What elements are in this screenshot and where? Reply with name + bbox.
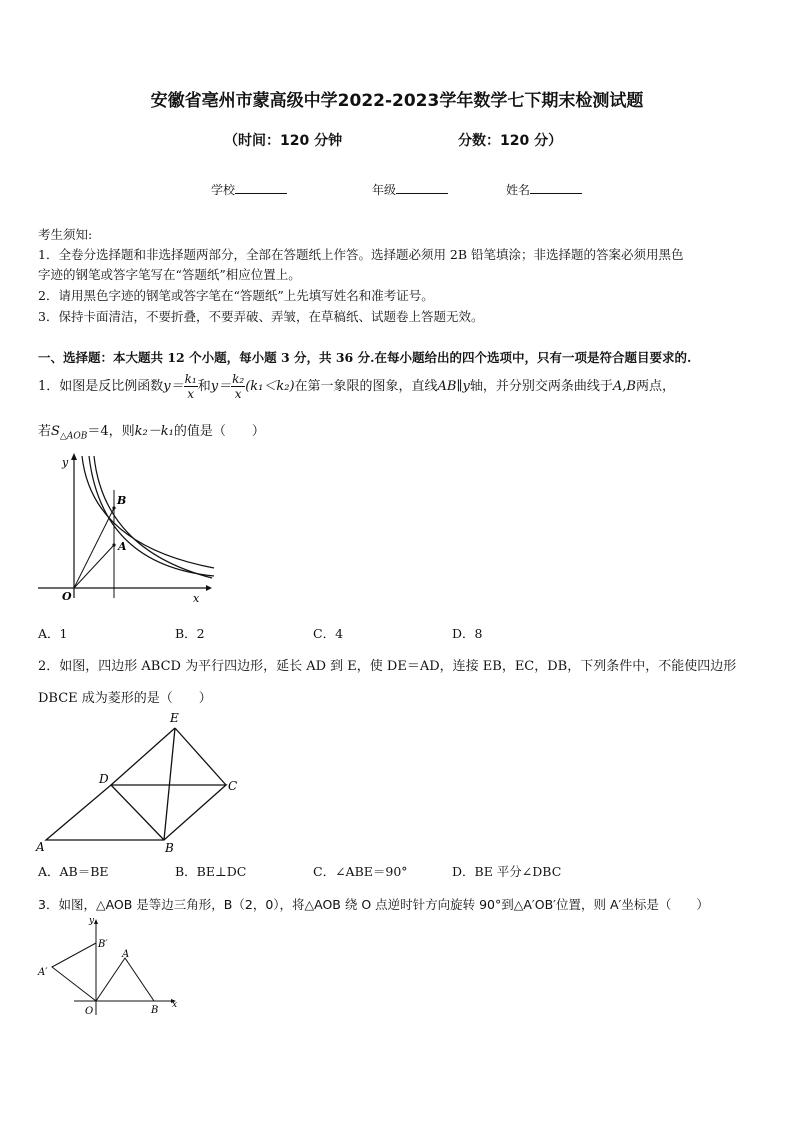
q1-text-a: 1．如图是反比例函数 bbox=[38, 379, 164, 394]
name-label: 姓名 bbox=[506, 183, 531, 197]
grade-blank[interactable] bbox=[396, 181, 448, 194]
q1-ab-points: A,B bbox=[612, 379, 636, 394]
name-field[interactable] bbox=[506, 181, 582, 198]
section-heading: 一、选择题：本大题共 12 个小题，每小题 3 分，共 36 分.在每小题给出的四个选项中，只有一项是符合题目要求的. bbox=[38, 350, 692, 365]
q1-frac-1-num: k₁ bbox=[184, 372, 197, 386]
q3-triangle-rotated bbox=[52, 943, 96, 1001]
q2-segment-de bbox=[111, 728, 175, 785]
notice-item-3: 3．保持卡面清洁，不要折叠，不要弄破、弄皱，在草稿纸、试题卷上答题无效。 bbox=[38, 309, 484, 324]
q1-text-e: 若 bbox=[38, 424, 52, 439]
q1-label-o: O bbox=[62, 590, 72, 603]
notice-item-1-cont: 字迹的钢笔或答字笔写在“答题纸”相应位置上。 bbox=[38, 267, 301, 282]
q1-y-eq-1: y＝ bbox=[163, 379, 184, 394]
q3-label-y: y bbox=[89, 916, 95, 926]
q3-label-x: x bbox=[172, 1000, 178, 1010]
q1-option-a[interactable]: A．1 bbox=[38, 626, 68, 641]
q1-figure bbox=[34, 450, 224, 610]
q1-option-d[interactable]: D．8 bbox=[452, 626, 483, 641]
q1-text-and: 和 bbox=[197, 379, 211, 394]
q2-segment-db bbox=[111, 785, 164, 840]
notice-heading: 考生须知: bbox=[38, 227, 93, 242]
q1-frac-1-den: x bbox=[187, 387, 195, 401]
grade-field[interactable] bbox=[372, 181, 448, 198]
q3-line1: 3．如图，△AOB 是等边三角形，B（2，0），将△AOB 绕 O 点逆时针方向旋转 90°到△A′OB′位置，则 A′坐标是（ ） bbox=[38, 897, 709, 912]
exam-score: 分数：120 分） bbox=[458, 133, 563, 149]
q2-label-d: D bbox=[99, 772, 109, 786]
q1-segment-oa bbox=[74, 545, 114, 588]
q1-k-diff: k₂－k₁ bbox=[134, 424, 174, 439]
q2-label-e: E bbox=[170, 711, 179, 725]
q3-triangle-aob bbox=[96, 958, 154, 1001]
q3-label-b: B bbox=[151, 1005, 159, 1016]
q1-y-eq-2: y＝ bbox=[210, 379, 232, 394]
q2-option-d[interactable]: D．BE 平分∠DBC bbox=[452, 864, 562, 879]
q1-frac-1 bbox=[184, 373, 198, 400]
q1-frac-2 bbox=[231, 373, 245, 400]
q1-label-a: A bbox=[118, 540, 127, 553]
q2-label-b: B bbox=[165, 841, 174, 855]
q1-curve-k2 bbox=[89, 456, 214, 576]
q3-label-b-prime: B′ bbox=[98, 939, 108, 950]
q1-text-c: 轴，并分别交两条曲线于 bbox=[469, 379, 613, 394]
exam-title: 安徽省亳州市蒙高级中学2022-2023学年数学七下期末检测试题 bbox=[150, 91, 644, 111]
notice-item-1: 1．全卷分选择题和非选择题两部分，全部在答题纸上作答。选择题必须用 2B 铅笔填涂；非选择题的答案必须用黑色 bbox=[38, 247, 684, 262]
q3-label-o: O bbox=[85, 1006, 94, 1017]
q1-text-d: 两点， bbox=[635, 379, 675, 394]
q1-line1 bbox=[38, 372, 675, 402]
q1-segment-ob bbox=[74, 508, 114, 588]
q3-label-a-prime: A′ bbox=[38, 967, 48, 978]
q1-label-b: B bbox=[117, 494, 127, 507]
notice-item-2: 2．请用黑色字迹的钢笔或答字笔在“答题纸”上先填写姓名和准考证号。 bbox=[38, 288, 434, 303]
q2-option-c[interactable]: C．∠ABE＝90° bbox=[313, 864, 408, 879]
q2-option-b[interactable]: B．BE⊥DC bbox=[175, 864, 247, 879]
school-label: 学校 bbox=[211, 183, 236, 197]
q1-text-g: 的值是（ ） bbox=[173, 424, 265, 439]
q2-line1: 2．如图，四边形 ABCD 为平行四边形，延长 AD 到 E，使 DE＝AD，连接 EB，EC，DB，下列条件中，不能使四边形 bbox=[38, 659, 737, 674]
name-blank[interactable] bbox=[530, 181, 582, 194]
q3-y-arrow bbox=[94, 919, 98, 924]
q1-area-sub: △AOB bbox=[59, 431, 88, 442]
q2-parallelogram bbox=[46, 785, 226, 840]
q1-point-b bbox=[112, 506, 115, 509]
q1-text-b: 在第一象限的图象，直线 bbox=[294, 379, 438, 394]
q1-label-y: y bbox=[62, 456, 69, 469]
school-field[interactable] bbox=[211, 181, 287, 198]
q2-line2: DBCE 成为菱形的是（ ） bbox=[38, 691, 212, 706]
q1-ab-parallel: AB∥y bbox=[437, 379, 470, 394]
q1-option-c[interactable]: C．4 bbox=[313, 626, 344, 641]
q1-y-arrow bbox=[71, 453, 77, 460]
q2-segment-ec bbox=[175, 728, 226, 785]
q1-text-f: ＝4，则 bbox=[87, 424, 135, 439]
q1-area-symbol: S bbox=[51, 424, 60, 439]
school-blank[interactable] bbox=[235, 181, 287, 194]
q1-curve-k1 bbox=[82, 456, 214, 568]
q1-x-arrow bbox=[206, 585, 212, 591]
q1-option-b[interactable]: B．2 bbox=[175, 626, 205, 641]
grade-label: 年级 bbox=[372, 183, 397, 197]
q2-label-a: A bbox=[36, 840, 45, 854]
q1-label-x: x bbox=[193, 592, 200, 605]
q2-option-a[interactable]: A．AB＝BE bbox=[38, 864, 109, 879]
q3-label-a: A bbox=[122, 949, 130, 960]
q2-label-c: C bbox=[228, 779, 238, 793]
q1-frac-2-num: k₂ bbox=[232, 372, 245, 386]
q1-line2 bbox=[38, 420, 265, 442]
q1-frac-2-den: x bbox=[234, 387, 242, 401]
q1-condition: (k₁＜k₂) bbox=[245, 379, 295, 394]
q1-point-a bbox=[112, 543, 115, 546]
exam-time: （时间：120 分钟 bbox=[224, 133, 343, 149]
q2-figure bbox=[34, 710, 254, 856]
q2-segment-eb bbox=[164, 728, 175, 840]
q3-figure bbox=[34, 915, 184, 1025]
